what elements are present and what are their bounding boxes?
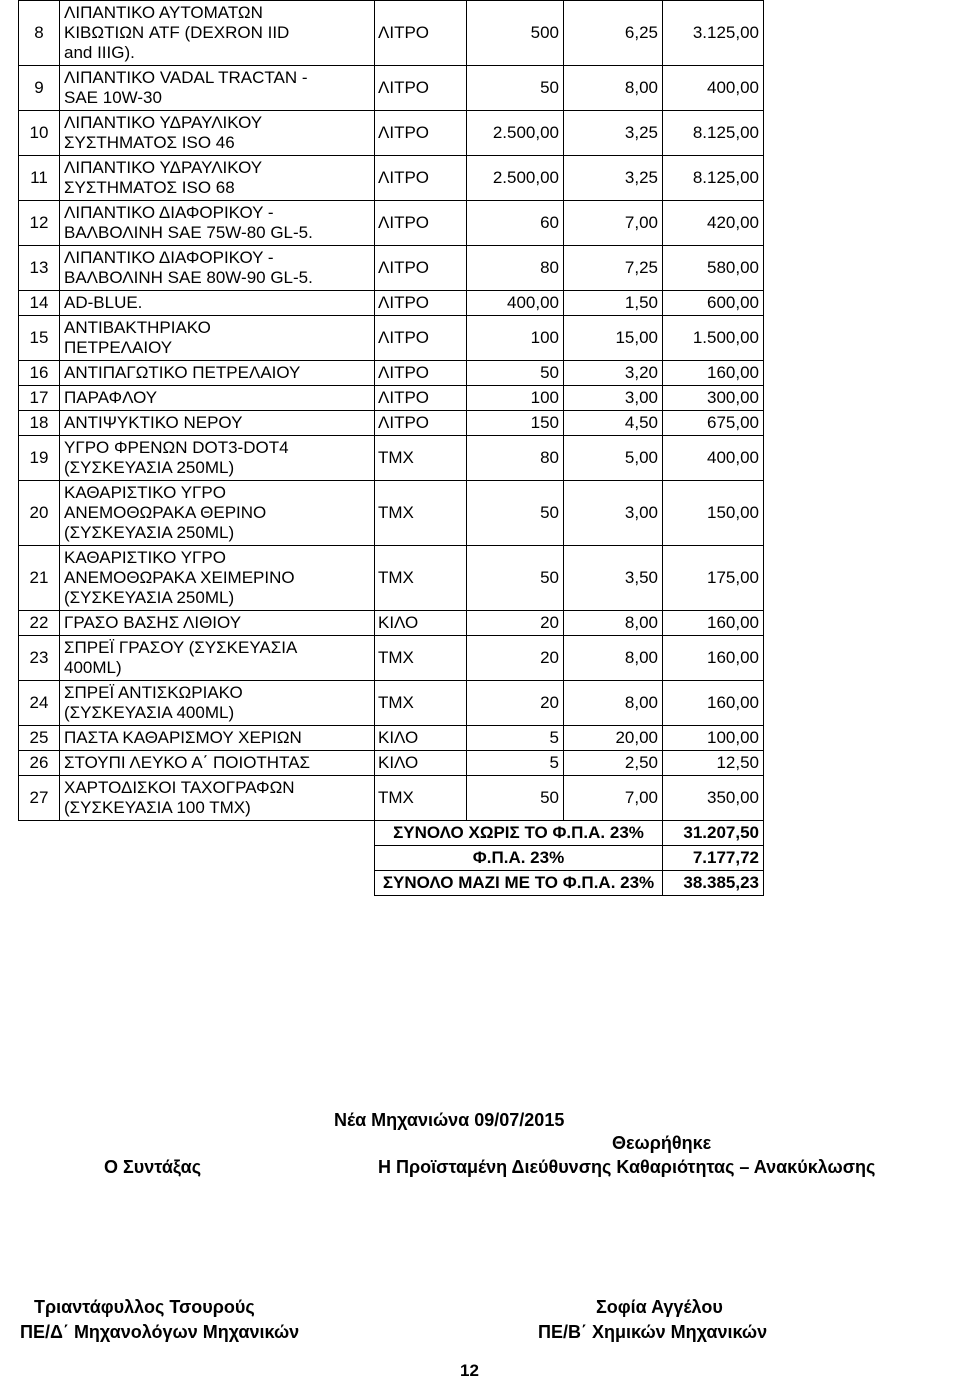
item-unit-price: 3,20 xyxy=(564,361,663,386)
item-unit: ΚΙΛΟ xyxy=(375,751,467,776)
item-number: 18 xyxy=(19,411,60,436)
description-line: ΛΙΠΑΝΤΙΚΟ ΥΔΡΑΥΛΙΚΟΥ xyxy=(64,113,263,132)
description-line: ΥΓΡΟ ΦΡΕΝΩΝ DOT3-DOT4 xyxy=(64,438,289,457)
item-total: 350,00 xyxy=(663,776,764,821)
item-quantity: 50 xyxy=(467,361,564,386)
item-quantity: 20 xyxy=(467,681,564,726)
table-row xyxy=(19,751,764,776)
description-line: ΣΥΣΤΗΜΑΤΟΣ ISO 46 xyxy=(64,133,235,152)
summary-value: 31.207,50 xyxy=(663,821,764,846)
item-quantity: 50 xyxy=(467,66,564,111)
item-unit: ΤΜΧ xyxy=(375,681,467,726)
description-line: (ΣΥΣΚΕΥΑΣΙΑ 250ML) xyxy=(64,458,235,477)
item-total: 175,00 xyxy=(663,546,764,611)
item-total: 160,00 xyxy=(663,681,764,726)
place-date: Νέα Μηχανιώνα 09/07/2015 xyxy=(334,1110,565,1130)
description-line: AD-BLUE. xyxy=(64,293,143,312)
item-number: 27 xyxy=(19,776,60,821)
table-row xyxy=(19,291,764,316)
item-total: 400,00 xyxy=(663,66,764,111)
description-line: (ΣΥΣΚΕΥΑΣΙΑ 400ML) xyxy=(64,703,235,722)
author-role: ΠΕ/Δ΄ Μηχανολόγων Μηχανικών xyxy=(20,1322,300,1342)
item-unit-price: 4,50 xyxy=(564,411,663,436)
reviewed-label: Θεωρήθηκε xyxy=(612,1133,712,1153)
description-line: ΣΠΡΕΪ ΓΡΑΣΟΥ (ΣΥΣΚΕΥΑΣΙΑ xyxy=(64,638,298,657)
table-row xyxy=(19,411,764,436)
item-unit: ΛΙΤΡΟ xyxy=(375,246,467,291)
description-line: ΠΕΤΡΕΛΑΙΟΥ xyxy=(64,338,173,357)
item-unit-price: 3,00 xyxy=(564,481,663,546)
item-number: 9 xyxy=(19,66,60,111)
item-quantity: 80 xyxy=(467,436,564,481)
author-title: Ο Συντάξας xyxy=(104,1157,202,1177)
table-row xyxy=(19,1,764,66)
author-name: Τριαντάφυλλος Τσουρούς xyxy=(34,1297,255,1317)
item-number: 15 xyxy=(19,316,60,361)
item-description xyxy=(60,611,375,636)
item-unit-price: 8,00 xyxy=(564,636,663,681)
item-unit-price: 8,00 xyxy=(564,66,663,111)
item-unit: ΤΜΧ xyxy=(375,776,467,821)
description-line: ΠΑΣΤΑ ΚΑΘΑΡΙΣΜΟΥ ΧΕΡΙΩΝ xyxy=(64,728,302,747)
item-description xyxy=(60,481,375,546)
item-quantity: 5 xyxy=(467,751,564,776)
item-total: 3.125,00 xyxy=(663,1,764,66)
item-description xyxy=(60,1,375,66)
table-row xyxy=(19,611,764,636)
item-total: 675,00 xyxy=(663,411,764,436)
page-number: 12 xyxy=(460,1361,479,1380)
item-description xyxy=(60,776,375,821)
item-description xyxy=(60,66,375,111)
description-line: ΚΙΒΩΤΙΩΝ ATF (DEXRON IID xyxy=(64,23,290,42)
item-quantity: 2.500,00 xyxy=(467,111,564,156)
items-table xyxy=(18,0,764,896)
item-description xyxy=(60,201,375,246)
item-quantity: 20 xyxy=(467,636,564,681)
item-total: 400,00 xyxy=(663,436,764,481)
description-line: (ΣΥΣΚΕΥΑΣΙΑ 100 ΤΜΧ) xyxy=(64,798,251,817)
item-description xyxy=(60,546,375,611)
item-unit-price: 3,50 xyxy=(564,546,663,611)
description-line: ΓΡΑΣΟ ΒΑΣΗΣ ΛΙΘΙΟΥ xyxy=(64,613,242,632)
item-number: 26 xyxy=(19,751,60,776)
description-line: ΛΙΠΑΝΤΙΚΟ ΥΔΡΑΥΛΙΚΟΥ xyxy=(64,158,263,177)
item-unit: ΤΜΧ xyxy=(375,546,467,611)
item-unit-price: 20,00 xyxy=(564,726,663,751)
item-unit-price: 6,25 xyxy=(564,1,663,66)
item-total: 100,00 xyxy=(663,726,764,751)
item-number: 24 xyxy=(19,681,60,726)
table-row xyxy=(19,201,764,246)
table-row xyxy=(19,316,764,361)
description-line: ΣΥΣΤΗΜΑΤΟΣ ISO 68 xyxy=(64,178,235,197)
item-quantity: 50 xyxy=(467,481,564,546)
item-description xyxy=(60,636,375,681)
item-quantity: 50 xyxy=(467,546,564,611)
item-unit: ΛΙΤΡΟ xyxy=(375,111,467,156)
item-quantity: 400,00 xyxy=(467,291,564,316)
item-unit: ΛΙΤΡΟ xyxy=(375,156,467,201)
description-line: ΧΑΡΤΟΔΙΣΚΟΙ ΤΑΧΟΓΡΑΦΩΝ xyxy=(64,778,295,797)
table-row xyxy=(19,481,764,546)
item-unit-price: 8,00 xyxy=(564,681,663,726)
item-description xyxy=(60,681,375,726)
table-row xyxy=(19,386,764,411)
table-row xyxy=(19,66,764,111)
item-unit-price: 8,00 xyxy=(564,611,663,636)
item-description xyxy=(60,156,375,201)
item-description xyxy=(60,361,375,386)
table-row xyxy=(19,156,764,201)
item-number: 12 xyxy=(19,201,60,246)
item-unit-price: 2,50 xyxy=(564,751,663,776)
item-unit-price: 3,25 xyxy=(564,111,663,156)
description-line: ΑΝΤΙΠΑΓΩΤΙΚΟ ΠΕΤΡΕΛΑΙΟΥ xyxy=(64,363,301,382)
description-line: ΑΝΕΜΟΘΩΡΑΚΑ ΘΕΡΙΝΟ xyxy=(64,503,267,522)
summary-row xyxy=(19,871,764,896)
description-line: ΑΝΤΙΨΥΚΤΙΚΟ ΝΕΡΟΥ xyxy=(64,413,243,432)
item-unit: ΚΙΛΟ xyxy=(375,611,467,636)
item-total: 1.500,00 xyxy=(663,316,764,361)
description-line: and IIIG). xyxy=(64,43,135,62)
item-total: 12,50 xyxy=(663,751,764,776)
item-number: 23 xyxy=(19,636,60,681)
item-description xyxy=(60,111,375,156)
item-unit-price: 7,25 xyxy=(564,246,663,291)
item-quantity: 60 xyxy=(467,201,564,246)
item-number: 17 xyxy=(19,386,60,411)
item-total: 160,00 xyxy=(663,611,764,636)
description-line: 400ML) xyxy=(64,658,122,677)
item-number: 21 xyxy=(19,546,60,611)
item-quantity: 100 xyxy=(467,386,564,411)
item-description xyxy=(60,246,375,291)
description-line: ΑΝΕΜΟΘΩΡΑΚΑ ΧΕΙΜΕΡΙΝΟ xyxy=(64,568,295,587)
head-role: ΠΕ/Β΄ Χημικών Μηχανικών xyxy=(538,1322,768,1342)
item-unit: ΛΙΤΡΟ xyxy=(375,316,467,361)
item-unit-price: 7,00 xyxy=(564,201,663,246)
item-description xyxy=(60,726,375,751)
item-number: 20 xyxy=(19,481,60,546)
item-number: 8 xyxy=(19,1,60,66)
summary-spacer xyxy=(19,821,375,846)
table-row xyxy=(19,546,764,611)
description-line: ΣΤΟΥΠΙ ΛΕΥΚΟ Α΄ ΠΟΙΟΤΗΤΑΣ xyxy=(64,753,311,772)
description-line: ΛΙΠΑΝΤΙΚΟ ΑΥΤΟΜΑΤΩΝ xyxy=(64,3,263,22)
table-row xyxy=(19,246,764,291)
summary-row xyxy=(19,846,764,871)
item-unit: ΤΜΧ xyxy=(375,481,467,546)
item-description xyxy=(60,316,375,361)
table-row xyxy=(19,726,764,751)
description-line: ΑΝΤΙΒΑΚΤΗΡΙΑΚΟ xyxy=(64,318,211,337)
item-unit-price: 7,00 xyxy=(564,776,663,821)
table-row xyxy=(19,111,764,156)
table-row xyxy=(19,776,764,821)
item-total: 600,00 xyxy=(663,291,764,316)
description-line: (ΣΥΣΚΕΥΑΣΙΑ 250ML) xyxy=(64,523,235,542)
summary-value: 7.177,72 xyxy=(663,846,764,871)
description-line: (ΣΥΣΚΕΥΑΣΙΑ 250ML) xyxy=(64,588,235,607)
item-description xyxy=(60,291,375,316)
description-line: ΛΙΠΑΝΤΙΚΟ ΔΙΑΦΟΡΙΚΟΥ - xyxy=(64,248,274,267)
item-description xyxy=(60,411,375,436)
table-row xyxy=(19,636,764,681)
item-quantity: 150 xyxy=(467,411,564,436)
item-number: 19 xyxy=(19,436,60,481)
table-row xyxy=(19,436,764,481)
item-quantity: 50 xyxy=(467,776,564,821)
summary-spacer xyxy=(19,846,375,871)
item-description xyxy=(60,436,375,481)
item-quantity: 2.500,00 xyxy=(467,156,564,201)
description-line: ΒΑΛΒΟΛΙΝΗ SAE 80W-90 GL-5. xyxy=(64,268,313,287)
item-total: 150,00 xyxy=(663,481,764,546)
item-quantity: 80 xyxy=(467,246,564,291)
item-unit: ΛΙΤΡΟ xyxy=(375,386,467,411)
description-line: ΒΑΛΒΟΛΙΝΗ SAE 75W-80 GL-5. xyxy=(64,223,313,242)
item-description xyxy=(60,751,375,776)
item-quantity: 100 xyxy=(467,316,564,361)
item-quantity: 500 xyxy=(467,1,564,66)
item-description xyxy=(60,386,375,411)
item-unit-price: 3,25 xyxy=(564,156,663,201)
description-line: ΣΠΡΕΪ ΑΝΤΙΣΚΩΡΙΑΚΟ xyxy=(64,683,243,702)
item-unit-price: 3,00 xyxy=(564,386,663,411)
description-line: ΛΙΠΑΝΤΙΚΟ VADAL TRACTAN - xyxy=(64,68,308,87)
summary-row xyxy=(19,821,764,846)
item-number: 11 xyxy=(19,156,60,201)
item-unit-price: 5,00 xyxy=(564,436,663,481)
item-number: 14 xyxy=(19,291,60,316)
description-line: SAE 10W-30 xyxy=(64,88,162,107)
summary-label: Φ.Π.Α. 23% xyxy=(375,846,663,871)
item-unit: ΛΙΤΡΟ xyxy=(375,411,467,436)
item-unit: ΛΙΤΡΟ xyxy=(375,361,467,386)
item-total: 160,00 xyxy=(663,636,764,681)
table-row xyxy=(19,361,764,386)
summary-value: 38.385,23 xyxy=(663,871,764,896)
item-number: 13 xyxy=(19,246,60,291)
item-total: 420,00 xyxy=(663,201,764,246)
summary-spacer xyxy=(19,871,375,896)
item-total: 300,00 xyxy=(663,386,764,411)
item-number: 22 xyxy=(19,611,60,636)
item-unit: ΤΜΧ xyxy=(375,436,467,481)
item-total: 8.125,00 xyxy=(663,111,764,156)
item-quantity: 5 xyxy=(467,726,564,751)
item-number: 10 xyxy=(19,111,60,156)
item-unit: ΛΙΤΡΟ xyxy=(375,66,467,111)
item-unit-price: 1,50 xyxy=(564,291,663,316)
item-unit: ΛΙΤΡΟ xyxy=(375,291,467,316)
item-total: 8.125,00 xyxy=(663,156,764,201)
description-line: ΠΑΡΑΦΛΟΥ xyxy=(64,388,158,407)
description-line: ΚΑΘΑΡΙΣΤΙΚΟ ΥΓΡΟ xyxy=(64,483,226,502)
item-unit: ΛΙΤΡΟ xyxy=(375,1,467,66)
item-total: 160,00 xyxy=(663,361,764,386)
item-unit: ΤΜΧ xyxy=(375,636,467,681)
item-total: 580,00 xyxy=(663,246,764,291)
item-unit-price: 15,00 xyxy=(564,316,663,361)
item-number: 25 xyxy=(19,726,60,751)
table-row xyxy=(19,681,764,726)
item-unit: ΚΙΛΟ xyxy=(375,726,467,751)
item-number: 16 xyxy=(19,361,60,386)
description-line: ΚΑΘΑΡΙΣΤΙΚΟ ΥΓΡΟ xyxy=(64,548,226,567)
head-title: Η Προϊσταμένη Διεύθυνσης Καθαριότητας – Ανακύκλωσης xyxy=(378,1157,876,1177)
description-line: ΛΙΠΑΝΤΙΚΟ ΔΙΑΦΟΡΙΚΟΥ - xyxy=(64,203,274,222)
item-unit: ΛΙΤΡΟ xyxy=(375,201,467,246)
summary-label: ΣΥΝΟΛΟ ΧΩΡΙΣ ΤΟ Φ.Π.Α. 23% xyxy=(375,821,663,846)
head-name: Σοφία Αγγέλου xyxy=(596,1297,723,1317)
item-quantity: 20 xyxy=(467,611,564,636)
summary-label: ΣΥΝΟΛΟ ΜΑΖΙ ΜΕ ΤΟ Φ.Π.Α. 23% xyxy=(375,871,663,896)
